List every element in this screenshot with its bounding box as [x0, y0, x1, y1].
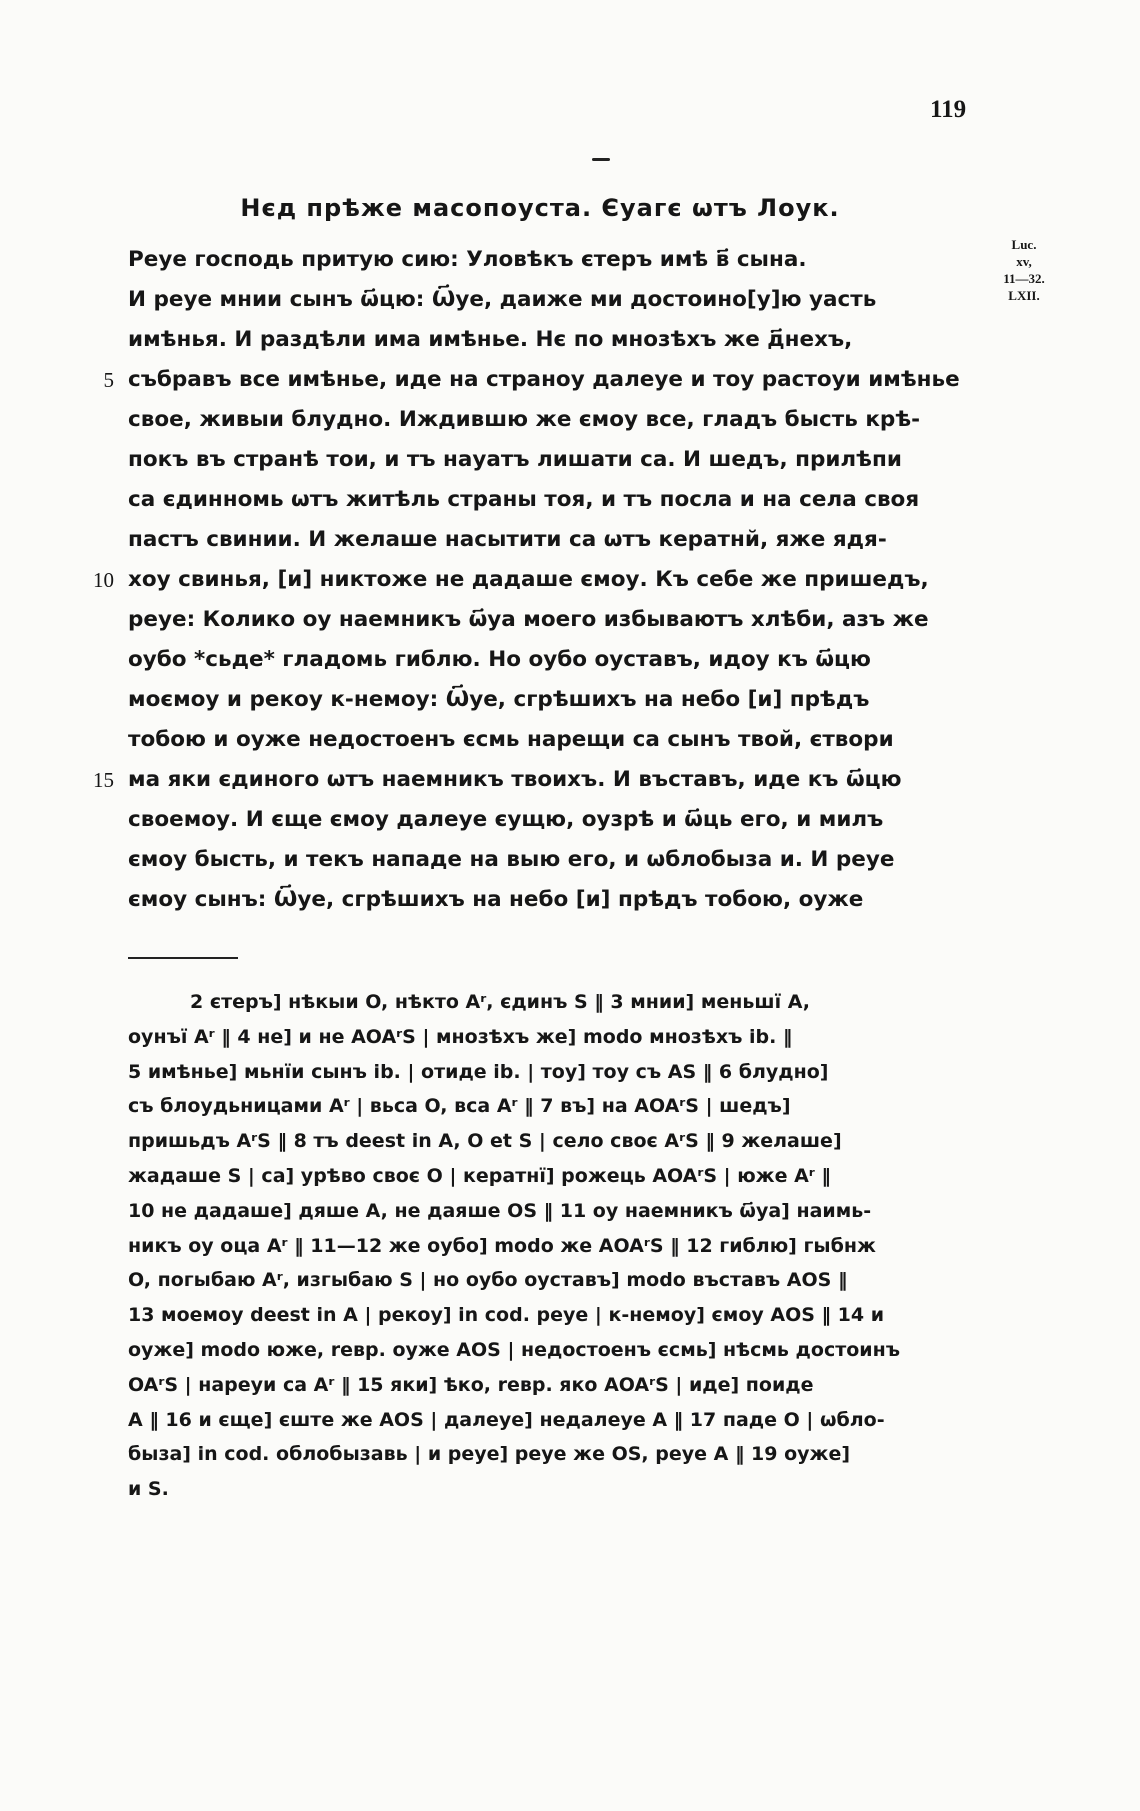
text-line: имѣнья. И раздѣли има имѣнье. Нє по мнозѣхъ же д҃нехъ, — [128, 327, 853, 352]
margin-ref-book: Luc. — [1011, 237, 1037, 252]
apparatus-line: 13 моемоу deest in A | рекоу] in cod. реуе | к-немоу] ємоу AOS ‖ 14 и — [128, 1304, 885, 1327]
apparatus-line: оуже] modo юже, reвр. оуже AOS | недостоенъ єсмь] нѣсмь достоинъ — [128, 1338, 901, 1361]
apparatus-line: 2 єтеръ] нѣкыи O, нѣкто Aʳ, єдинъ S ‖ 3 мнии] меньшї A, — [190, 991, 810, 1013]
text-line: свое, живыи блудно. Иждившю же ємоу все, гладъ бысть крѣ- — [128, 407, 921, 432]
apparatus-line: 5 имѣнье] мьнїи сынъ ib. | отиде ib. | тоу] тоу съ AS ‖ 6 блудно] — [128, 1060, 829, 1083]
apparatus-line: жадаше S | са] урѣво своє O | кератнї] рожець AOAʳS | юже Aʳ ‖ — [128, 1164, 831, 1187]
footnote-rule — [128, 957, 238, 959]
margin-ref-number: LXII. — [1008, 288, 1040, 303]
margin-ref-verses: 11—32. — [1003, 271, 1045, 286]
apparatus-line: OAʳS | нареуи са Aʳ ‖ 15 яки] ѣко, reвр. яко AOAʳS | иде] поиде — [128, 1373, 814, 1396]
apparatus-line: бызa] in cod. облобызавь | и реуе] реуе же OS, реуе A ‖ 19 оуже] — [128, 1443, 851, 1466]
text-line: тобою и оуже недостоенъ єсмь нарещи са сынъ твой, єтвори — [128, 727, 894, 752]
apparatus-line: A ‖ 16 и єще] єште же AOS | далеуе] недалеуе A ‖ 17 паде O | ѡбло- — [128, 1408, 885, 1431]
text-line: своемоу. И єще ємоу далеуе єущю, оузрѣ и ѡ҃ць его, и милъ — [128, 807, 884, 832]
apparatus-line: O, погыбаю Aʳ, изгыбаю S | но оубо оуставъ] modo въставъ AOS ‖ — [128, 1269, 848, 1292]
line-number-5: 5 — [103, 368, 114, 392]
text-line: са єдинномь ѡтъ житѣль страны тоя, и тъ посла и на села своя — [128, 487, 920, 512]
text-line: ма яки єдиного ѡтъ наемникъ твоихъ. И въставъ, иде къ ѡ҃цю — [128, 767, 902, 792]
text-line: И реуе мнии сынъ ѡ҃цю: Ѡ҃уе, даиже ми достоино[у]ю уасть — [128, 287, 877, 312]
apparatus-line: пришьдъ AʳS ‖ 8 тъ deest in A, O et S | село своє AʳS ‖ 9 желаше] — [128, 1130, 842, 1153]
text-line: Реуе господь притую сию: Уловѣкъ єтеръ имѣ в҃ сына. — [128, 247, 807, 272]
text-line: пастъ свинии. И желаше насытити са ѡтъ кератнй, яже ядя- — [128, 527, 887, 552]
text-line: покъ въ странѣ тои, и тъ науатъ лишати са. И шедъ, прилѣпи — [128, 447, 902, 472]
margin-ref-chapter: xv, — [1016, 254, 1032, 269]
text-line: ємоу бысть, и текъ нападе на выю его, и ѡблобыза и. И реуе — [128, 847, 895, 872]
apparatus-line: никъ оу оца Aʳ ‖ 11—12 же оубо] modo же AOAʳS ‖ 12 гиблю] гыбнж — [128, 1234, 876, 1257]
text-line: хоу свинья, [и] никтоже не дадаше ємоу. Къ себе же пришедъ, — [128, 567, 929, 592]
line-number-10: 10 — [93, 568, 114, 592]
text-line: събравъ все имѣнье, иде на страноу далеуе и тоу растоуи имѣнье — [128, 367, 960, 392]
apparatus-line: съ блоудьницами Aʳ | вьса O, вса Aʳ ‖ 7 въ] на AOAʳS | шедъ] — [128, 1095, 791, 1118]
apparatus-line: и S. — [128, 1478, 169, 1501]
text-line: ємоу сынъ: Ѡ҃уе, сгрѣшихъ на небо [и] прѣдъ тобою, оуже — [128, 887, 864, 912]
critical-apparatus — [128, 985, 988, 1507]
apparatus-line: 10 не дадаше] дяше A, не даяше OS ‖ 11 оу наемникъ ѡ҃уа] наимь- — [128, 1199, 872, 1222]
text-line: оубо *сьде* гладомь гиблю. Но оубо оуставъ, идоу къ ѡ҃цю — [128, 647, 871, 672]
apparatus-line: оунъї Aʳ ‖ 4 не] и не AOAʳS | мнозѣхъ же] modo мнозѣхъ ib. ‖ — [128, 1025, 793, 1048]
section-heading: Нєд прѣже масопоуста. Єуагє ѡтъ Лоук. — [240, 194, 840, 222]
margin-reference — [994, 236, 1054, 304]
text-line: моємоу и рекоу к-немоу: Ѡ҃уе, сгрѣшихъ на небо [и] прѣдъ — [128, 687, 870, 712]
line-number-15: 15 — [93, 768, 114, 792]
text-line: реуе: Колико оу наемникъ ѡ҃уа моего избываютъ хлѣби, азъ же — [128, 607, 929, 632]
title-ornament — [592, 158, 610, 161]
page-number: 119 — [930, 96, 967, 123]
